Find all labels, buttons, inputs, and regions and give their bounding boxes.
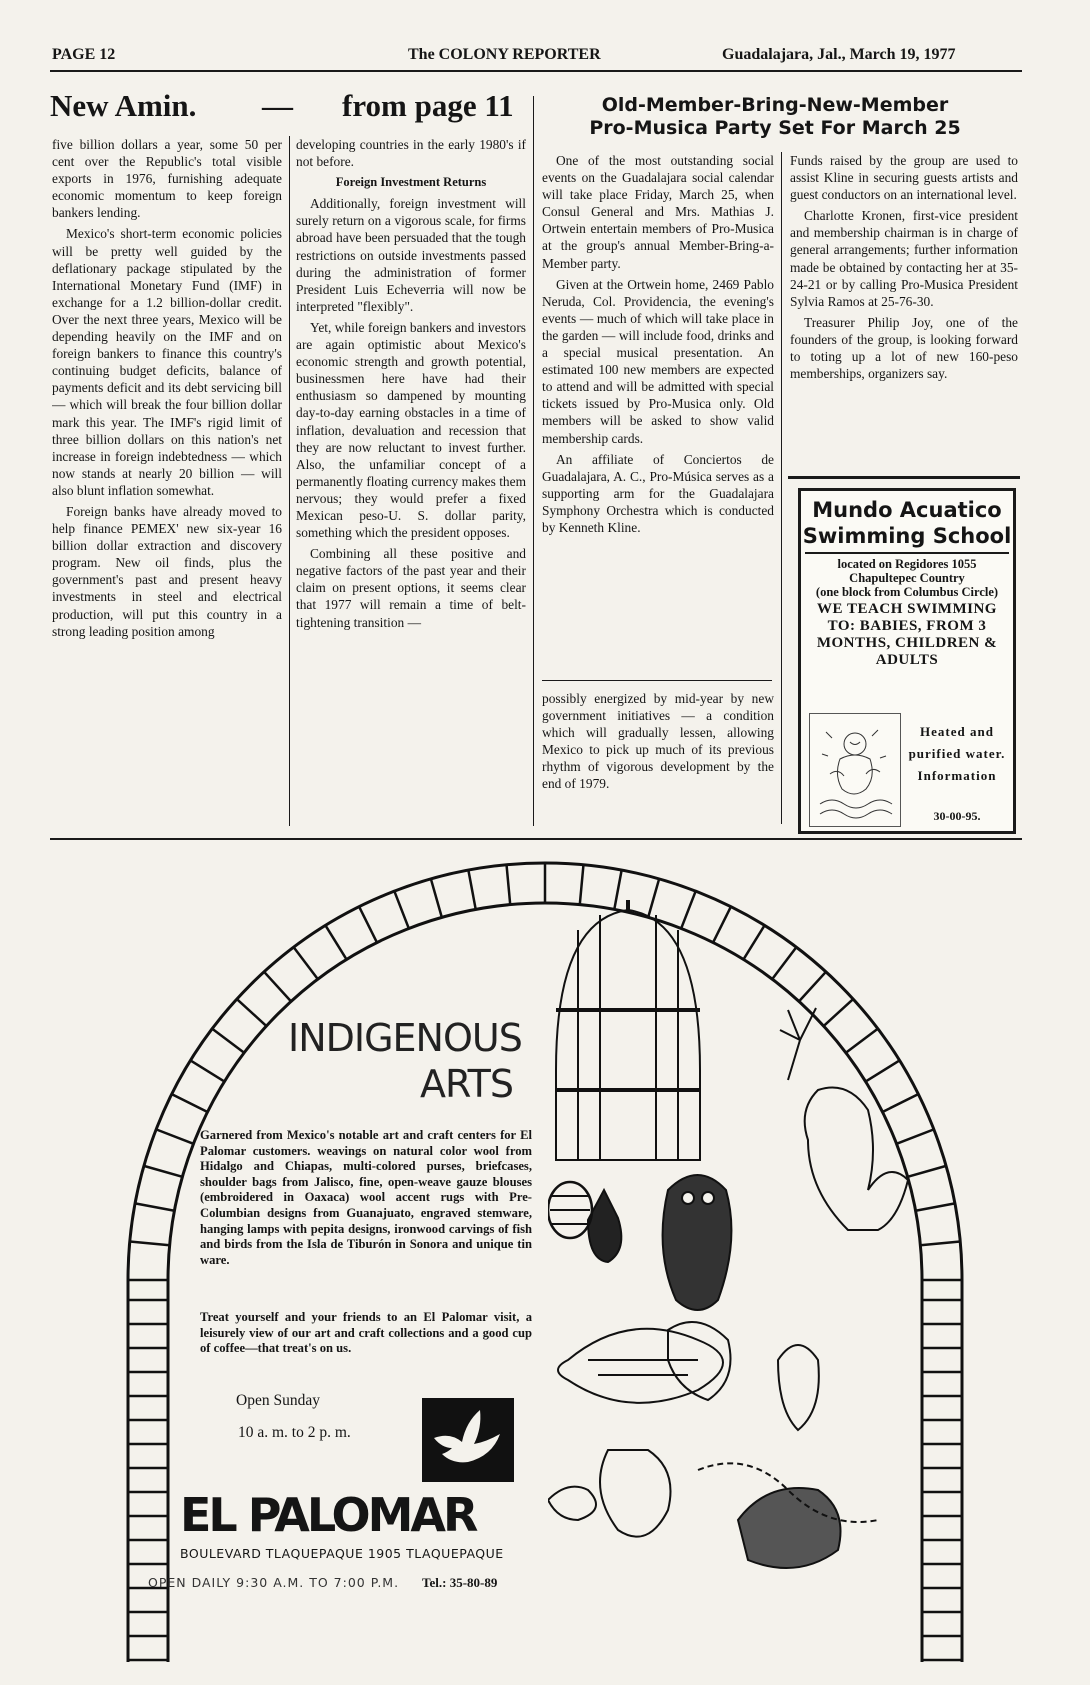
swim-ad-heated: Heated and purified water. Information [908, 724, 1006, 783]
ad-body-2: Treat yourself and your friends to an El Palomar visit, a leisurely view of our art and craft collections and a good cup of coffee—that treat's on us. [200, 1310, 532, 1356]
ad-heading-arts: ARTS [420, 1062, 513, 1106]
arch-brick-joint [144, 1166, 182, 1177]
arch-brick-joint [325, 925, 346, 959]
arch-brick-joint [507, 865, 511, 905]
swim-ad-area: Chapultepec Country [849, 571, 965, 585]
headline-dash: — [262, 88, 293, 123]
arch-brick-joint [294, 947, 318, 979]
amin-col1-para-3: Foreign banks have already moved to help finance PEMEX' new six-year 16 billion dollar extraction and discovery program. New oil finds, plus the government's past and present heavy investments in steel and electrical production, will put this country in a strong leading position among [52, 503, 282, 639]
arch-brick-joint [394, 891, 408, 928]
open-sunday: Open Sunday [236, 1392, 320, 1409]
swim-ad-teach: WE TEACH SWIMMING TO: BABIES, FROM 3 MONTHS, CHILDREN & ADULTS [816, 601, 998, 668]
amin-continuation-text: possibly energized by mid-year by new government initiatives — a condition which will gradually lessen, allowing Mexico to pick up much of its previous rhythm of vigorous development by the end of 1979. [542, 691, 774, 792]
amin-headline-left: New Amin. [50, 88, 197, 123]
arch-brick-joint [156, 1129, 193, 1143]
newspaper-name: The COLONY REPORTER [408, 46, 601, 63]
musica-para-2: Given at the Ortwein home, 2469 Pablo Neruda, Col. Providencia, the evening's events — much of which will take place in the garden — will include food, drinks and a special musical presentation. An estimated 100 new members are expected to attend and will be admitted with special tickets issued by Pro-Musica only. Old members will be asked to show valid membership cards. [542, 276, 774, 446]
musica-para-3: An affiliate of Conciertos de Guadalajara, A. C., Pro-Música serves as a supporting arm for the Guadalajara Symphony Orchestra which is conducted by Kenneth Kline. [542, 451, 774, 535]
swim-ad-title-2: Swimming School [802, 524, 1012, 548]
page-number: PAGE 12 [52, 46, 116, 63]
arch-brick-joint [130, 1242, 170, 1246]
arch-brick-joint [468, 870, 475, 909]
swim-ad-title-1: Mundo Acuatico [812, 498, 1002, 522]
el-palomar-brand: EL PALOMAR [180, 1488, 476, 1542]
musica-para-4: Funds raised by the group are used to assist Kline in securing guests artists and guest conductors on an international level. [790, 153, 1018, 203]
musica-para-6: Treasurer Philip Joy, one of the founders of the group, is looking forward to toting up a lot of new 160-peso memberships, organizers say. [790, 314, 1018, 382]
dateline: Guadalajara, Jal., March 19, 1977 [722, 46, 956, 63]
ad-address: BOULEVARD TLAQUEPAQUE 1905 TLAQUEPAQUE [180, 1546, 504, 1561]
amin-headline-right: from page 11 [342, 88, 514, 123]
arch-brick-joint [212, 1029, 244, 1053]
musica-headline-line-2: Pro-Musica Party Set For March 25 [589, 117, 961, 139]
fish-carving [558, 1329, 723, 1403]
sunday-hours: 10 a. m. to 2 p. m. [238, 1424, 351, 1441]
swim-ad-location: located on Regidores 1055 [837, 557, 977, 571]
ad-heading-indigenous: INDIGENOUS [288, 1016, 522, 1060]
arch-brick-joint [359, 907, 377, 943]
musica-headline-line-1: Old-Member-Bring-New-Member [601, 94, 949, 116]
amin-col1-para-1: five billion dollars a year, some 50 per cent over the Republic's total visible exports in 1976, furnishing adequate economic momentum to keep foreign bankers lending. [52, 137, 282, 221]
amin-col2-para-3: Combining all these positive and negative factors of the past year and their claim on present options, it seems clear that 1977 will remain a time of belt-tightening transition — [296, 546, 526, 630]
arch-brick-joint [431, 879, 442, 917]
crafts-illustration [548, 890, 928, 1620]
arch-brick-joint [190, 1060, 224, 1081]
musica-para-5: Charlotte Kronen, first-vice president and membership chairman is in charge of general arrangements; further information made be obtained by contacting her at 35-24-21 or by calling Pro-Musica President Sylvia Ramos at 25-76-30. [790, 208, 1018, 309]
swim-ad-landmark: (one block from Columbus Circle) [815, 585, 999, 599]
arch-brick-joint [172, 1094, 208, 1112]
amin-subhead: Foreign Investment Returns [335, 175, 487, 190]
musica-para-1: One of the most outstanding social events on the Guadalajara social calendar will take place Friday, March 25, when Consul General and Mrs. Mathias J. Ortwein entertain members of Pro-Musica at the group's annual Member-Bring-a-Member party. [542, 153, 774, 271]
amin-col2-lead: developing countries in the early 1980's if not before. [296, 137, 526, 170]
arch-brick-joint [135, 1203, 174, 1210]
deer-figure [780, 1008, 908, 1230]
ad-body-1: Garnered from Mexico's notable art and craft centers for El Palomar customers. weavings on natural color wool from Hidalgo and Chiapas, multi-colored purses, briefcases, shoulder bags from Jalisco, fine, open-weave gauze blouses (embroidered in Oaxaca) wool accent rugs with Pre-Columbian designs from Guanajuato, engraved stemware, hanging lamps with pepita designs, ironwood carvings of fish and birds from the Isla de Tiburón in Sonora and unique tin ware. [200, 1128, 532, 1267]
amin-col1-para-2: Mexico's short-term economic policies will be pretty well guided by the deflationary package stipulated by the International Monetary Fund (IMF) in exchange for a 1.2 billion-dollar credit. Over the next three years, Mexico will be depending heavily on the IMF and on foreign bankers to finance this country's continuing budget deficits, balance of payments deficit and its debt servicing bill — which will break the four billion dollar mark this year. The IMF's rigid limit of three billion dollars on this nation's net increase in foreign indebtedness — which now stands at nearly 20 billion — will also blunt inflation somewhat. [52, 226, 282, 498]
ad-hours-daily: OPEN DAILY 9:30 A.M. TO 7:00 P.M. [148, 1575, 400, 1590]
amin-col2-para-1: Additionally, foreign investment will surely return on a vigorous scale, for firms abroad have been persuaded that the tough restrictions on outside investments passed during the administration of former President Luis Echeverria will now be interpreted "flexibly". [296, 196, 526, 314]
owl-carving [663, 1175, 732, 1310]
swim-ad-phone: 30-00-95. [933, 809, 981, 823]
dove-shape [422, 1398, 514, 1482]
arch-brick-joint [237, 999, 267, 1026]
dove-logo-icon [422, 1398, 514, 1482]
ad-telephone: Tel.: 35-80-89 [422, 1575, 498, 1590]
arch-brick-joint [264, 972, 291, 1002]
amin-col2-para-2: Yet, while foreign bankers and investors are again optimistic about Mexico's economic strength and growth potential, businessmen here have had their enthusiasm so dampened by mounting day-to-day earning obstacles in a time of inflation, devaluation and recession that they are now reluctant to invest further. Also, the unfamiliar concept of a permanently floating currency makes them nervous; they would prefer a fixed Mexican peso-U. S. dollar parity, something which the president opposes. [296, 319, 526, 541]
